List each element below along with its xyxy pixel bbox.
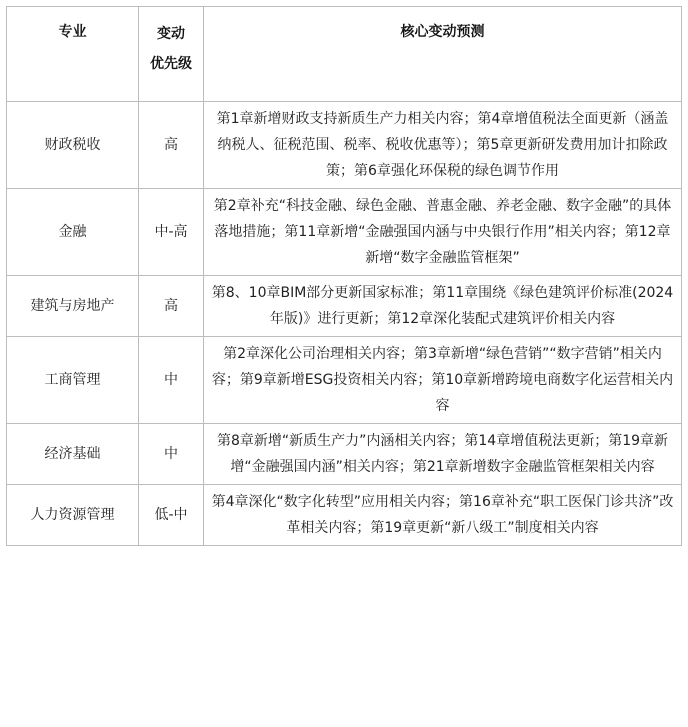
table-header-row xyxy=(7,7,682,102)
priority-cell: 低-中 xyxy=(139,485,204,546)
forecast-cell: 第8、10章BIM部分更新国家标准；第11章围绕《绿色建筑评价标准(2024年版)》进行更新；第12章深化装配式建筑评价相关内容 xyxy=(204,276,682,337)
priority-cell: 中 xyxy=(139,424,204,485)
priority-cell: 中-高 xyxy=(139,189,204,276)
forecast-cell: 第8章新增“新质生产力”内涵相关内容；第14章增值税法更新；第19章新增“金融强国内涵”相关内容；第21章新增数字金融监管框架相关内容 xyxy=(204,424,682,485)
table-row xyxy=(7,276,682,337)
forecast-cell: 第4章深化“数字化转型”应用相关内容；第16章补充“职工医保门诊共济”改革相关内容；第19章更新“新八级工”制度相关内容 xyxy=(204,485,682,546)
major-cell: 经济基础 xyxy=(7,424,139,485)
major-cell: 建筑与房地产 xyxy=(7,276,139,337)
table-row xyxy=(7,337,682,424)
forecast-table xyxy=(6,6,682,546)
header-major: 专业 xyxy=(7,7,139,102)
header-forecast: 核心变动预测 xyxy=(204,7,682,102)
header-priority-line2: 优先级 xyxy=(150,56,192,72)
major-cell: 工商管理 xyxy=(7,337,139,424)
priority-cell: 高 xyxy=(139,276,204,337)
major-cell: 财政税收 xyxy=(7,102,139,189)
major-cell: 金融 xyxy=(7,189,139,276)
major-cell: 人力资源管理 xyxy=(7,485,139,546)
header-priority-line1: 变动 xyxy=(157,26,185,42)
header-priority xyxy=(139,7,204,102)
table-row xyxy=(7,485,682,546)
table-row xyxy=(7,102,682,189)
table-row xyxy=(7,424,682,485)
forecast-cell: 第1章新增财政支持新质生产力相关内容；第4章增值税法全面更新（涵盖纳税人、征税范围、税率、税收优惠等）；第5章更新研发费用加计扣除政策；第6章强化环保税的绿色调节作用 xyxy=(204,102,682,189)
forecast-cell: 第2章深化公司治理相关内容；第3章新增“绿色营销”“数字营销”相关内容；第9章新增ESG投资相关内容；第10章新增跨境电商数字化运营相关内容 xyxy=(204,337,682,424)
forecast-cell: 第2章补充“科技金融、绿色金融、普惠金融、养老金融、数字金融”的具体落地措施；第11章新增“金融强国内涵与中央银行作用”相关内容；第12章新增“数字金融监管框架” xyxy=(204,189,682,276)
priority-cell: 高 xyxy=(139,102,204,189)
priority-cell: 中 xyxy=(139,337,204,424)
table-row xyxy=(7,189,682,276)
